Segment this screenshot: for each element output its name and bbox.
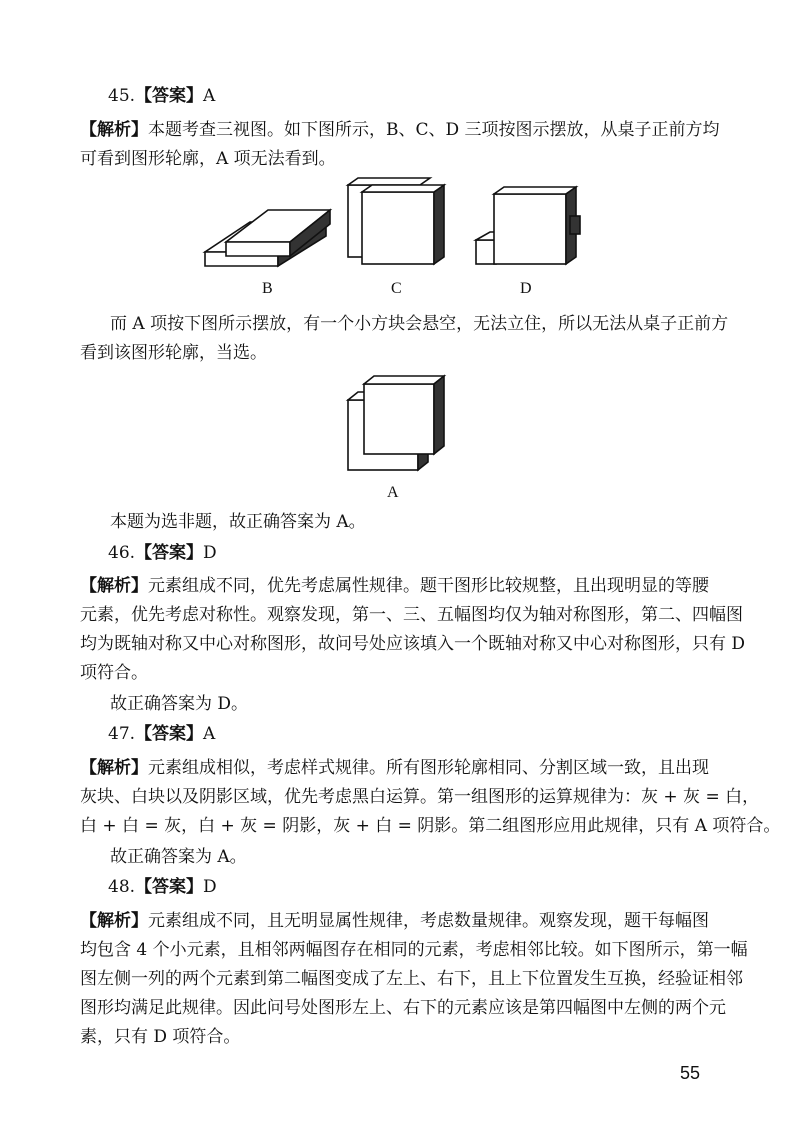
q46-analysis-tag: 【解析】 (80, 576, 148, 596)
q48-analysis-line1 (80, 909, 709, 933)
q48-analysis-line3: 图左侧一列的两个元素到第二幅图变成了左上、右下，且上下位置发生互换，经验证相邻 (80, 969, 743, 989)
q47-heading (108, 722, 215, 746)
q48-number: 48. (108, 877, 136, 897)
q47-answer-tag: 【答案】 (135, 724, 204, 744)
q46-analysis-line1 (80, 574, 709, 598)
q48-heading (108, 875, 217, 899)
figure-a-front-top (364, 376, 444, 384)
figure-d-cube-front (494, 194, 566, 264)
page-number: 55 (680, 1063, 701, 1083)
figure-b-top-front (226, 242, 290, 256)
q48-analysis-tag: 【解析】 (80, 911, 148, 931)
q48-answer-tag: 【答案】 (135, 877, 204, 897)
q45-text-1: 本题考查三视图。如下图所示，B、C、D 三项按图示摆放，从桌子正前方均 (148, 120, 720, 140)
figure-c-label: C (391, 280, 402, 297)
figure-c-side (434, 185, 444, 264)
q45-analysis-line2: 可看到图形轮廓，A 项无法看到。 (80, 149, 336, 169)
q48-text-1: 元素组成不同，且无明显属性规律，考虑数量规律。观察发现，题干每幅图 (148, 911, 709, 931)
q46-answer: D (203, 543, 217, 563)
q47-analysis-line2: 灰块、白块以及阴影区域，优先考虑黑白运算。第一组图形的运算规律为：灰 + 灰 = 白， (80, 787, 760, 807)
figure-d-label: D (520, 280, 532, 297)
figure-b-label: B (262, 280, 273, 297)
q46-analysis-line4: 项符合。 (80, 663, 148, 683)
q46-answer-tag: 【答案】 (135, 543, 204, 563)
q46-number: 46. (108, 543, 136, 563)
figure-d-small-block (476, 240, 496, 264)
figure-b (205, 210, 330, 266)
q46-text-1: 元素组成不同，优先考虑属性规律。题干图形比较规整，且出现明显的等腰 (148, 576, 709, 596)
q45-analysis-tag: 【解析】 (80, 120, 148, 140)
q46-analysis-line2: 元素，优先考虑对称性。观察发现，第一、三、五幅图均仅为轴对称图形，第二、四幅图 (80, 605, 743, 625)
q45-number: 45. (108, 86, 136, 106)
q45-answer-tag: 【答案】 (135, 86, 204, 106)
figure-c-front-top (362, 185, 444, 192)
q47-analysis-line3: 白 + 白 = 灰，白 + 灰 = 阴影，灰 + 白 = 阴影。第二组图形应用此规律，只有 A 项符合。 (80, 816, 781, 836)
figure-a (348, 376, 444, 470)
q47-conclusion: 故正确答案为 A。 (110, 847, 247, 867)
figure-a-front-side (434, 376, 444, 454)
figure-c-front-cube (362, 192, 434, 264)
q47-text-1: 元素组成相似，考虑样式规律。所有图形轮廓相同、分割区域一致，且出现 (148, 758, 709, 778)
q45-analysis-line3: 而 A 项按下图所示摆放，有一个小方块会悬空，无法立住，所以无法从桌子正前方 (110, 314, 729, 334)
figure-d-side-block (570, 216, 580, 234)
q46-heading (108, 541, 217, 565)
figure-c (348, 178, 444, 264)
q48-analysis-line4: 图形均满足此规律。因此问号处图形左上、右下的元素应该是第四幅图中左侧的两个元 (80, 998, 726, 1018)
q48-analysis-line2: 均包含 4 个小元素，且相邻两幅图存在相同的元素，考虑相邻比较。如下图所示，第一幅 (80, 940, 748, 960)
q45-answer: A (203, 86, 216, 106)
q48-answer: D (203, 877, 217, 897)
figure-a-label: A (387, 484, 399, 501)
q45-analysis-line4: 看到该图形轮廓，当选。 (80, 343, 267, 363)
figure-c-back-top (348, 178, 430, 185)
q46-conclusion: 故正确答案为 D。 (110, 694, 249, 714)
q47-analysis-line1 (80, 756, 709, 780)
q47-number: 47. (108, 724, 136, 744)
q47-analysis-tag: 【解析】 (80, 758, 148, 778)
q47-answer: A (203, 724, 216, 744)
q48-analysis-line5: 素，只有 D 项符合。 (80, 1027, 241, 1047)
q46-analysis-line3: 均为既轴对称又中心对称图形，故问号处应该填入一个既轴对称又中心对称图形，只有 D (80, 634, 746, 654)
figure-d (476, 187, 580, 264)
q45-conclusion: 本题为选非题，故正确答案为 A。 (110, 512, 366, 532)
figure-a-front-cube (364, 384, 434, 454)
figure-d-cube-top (494, 187, 576, 194)
